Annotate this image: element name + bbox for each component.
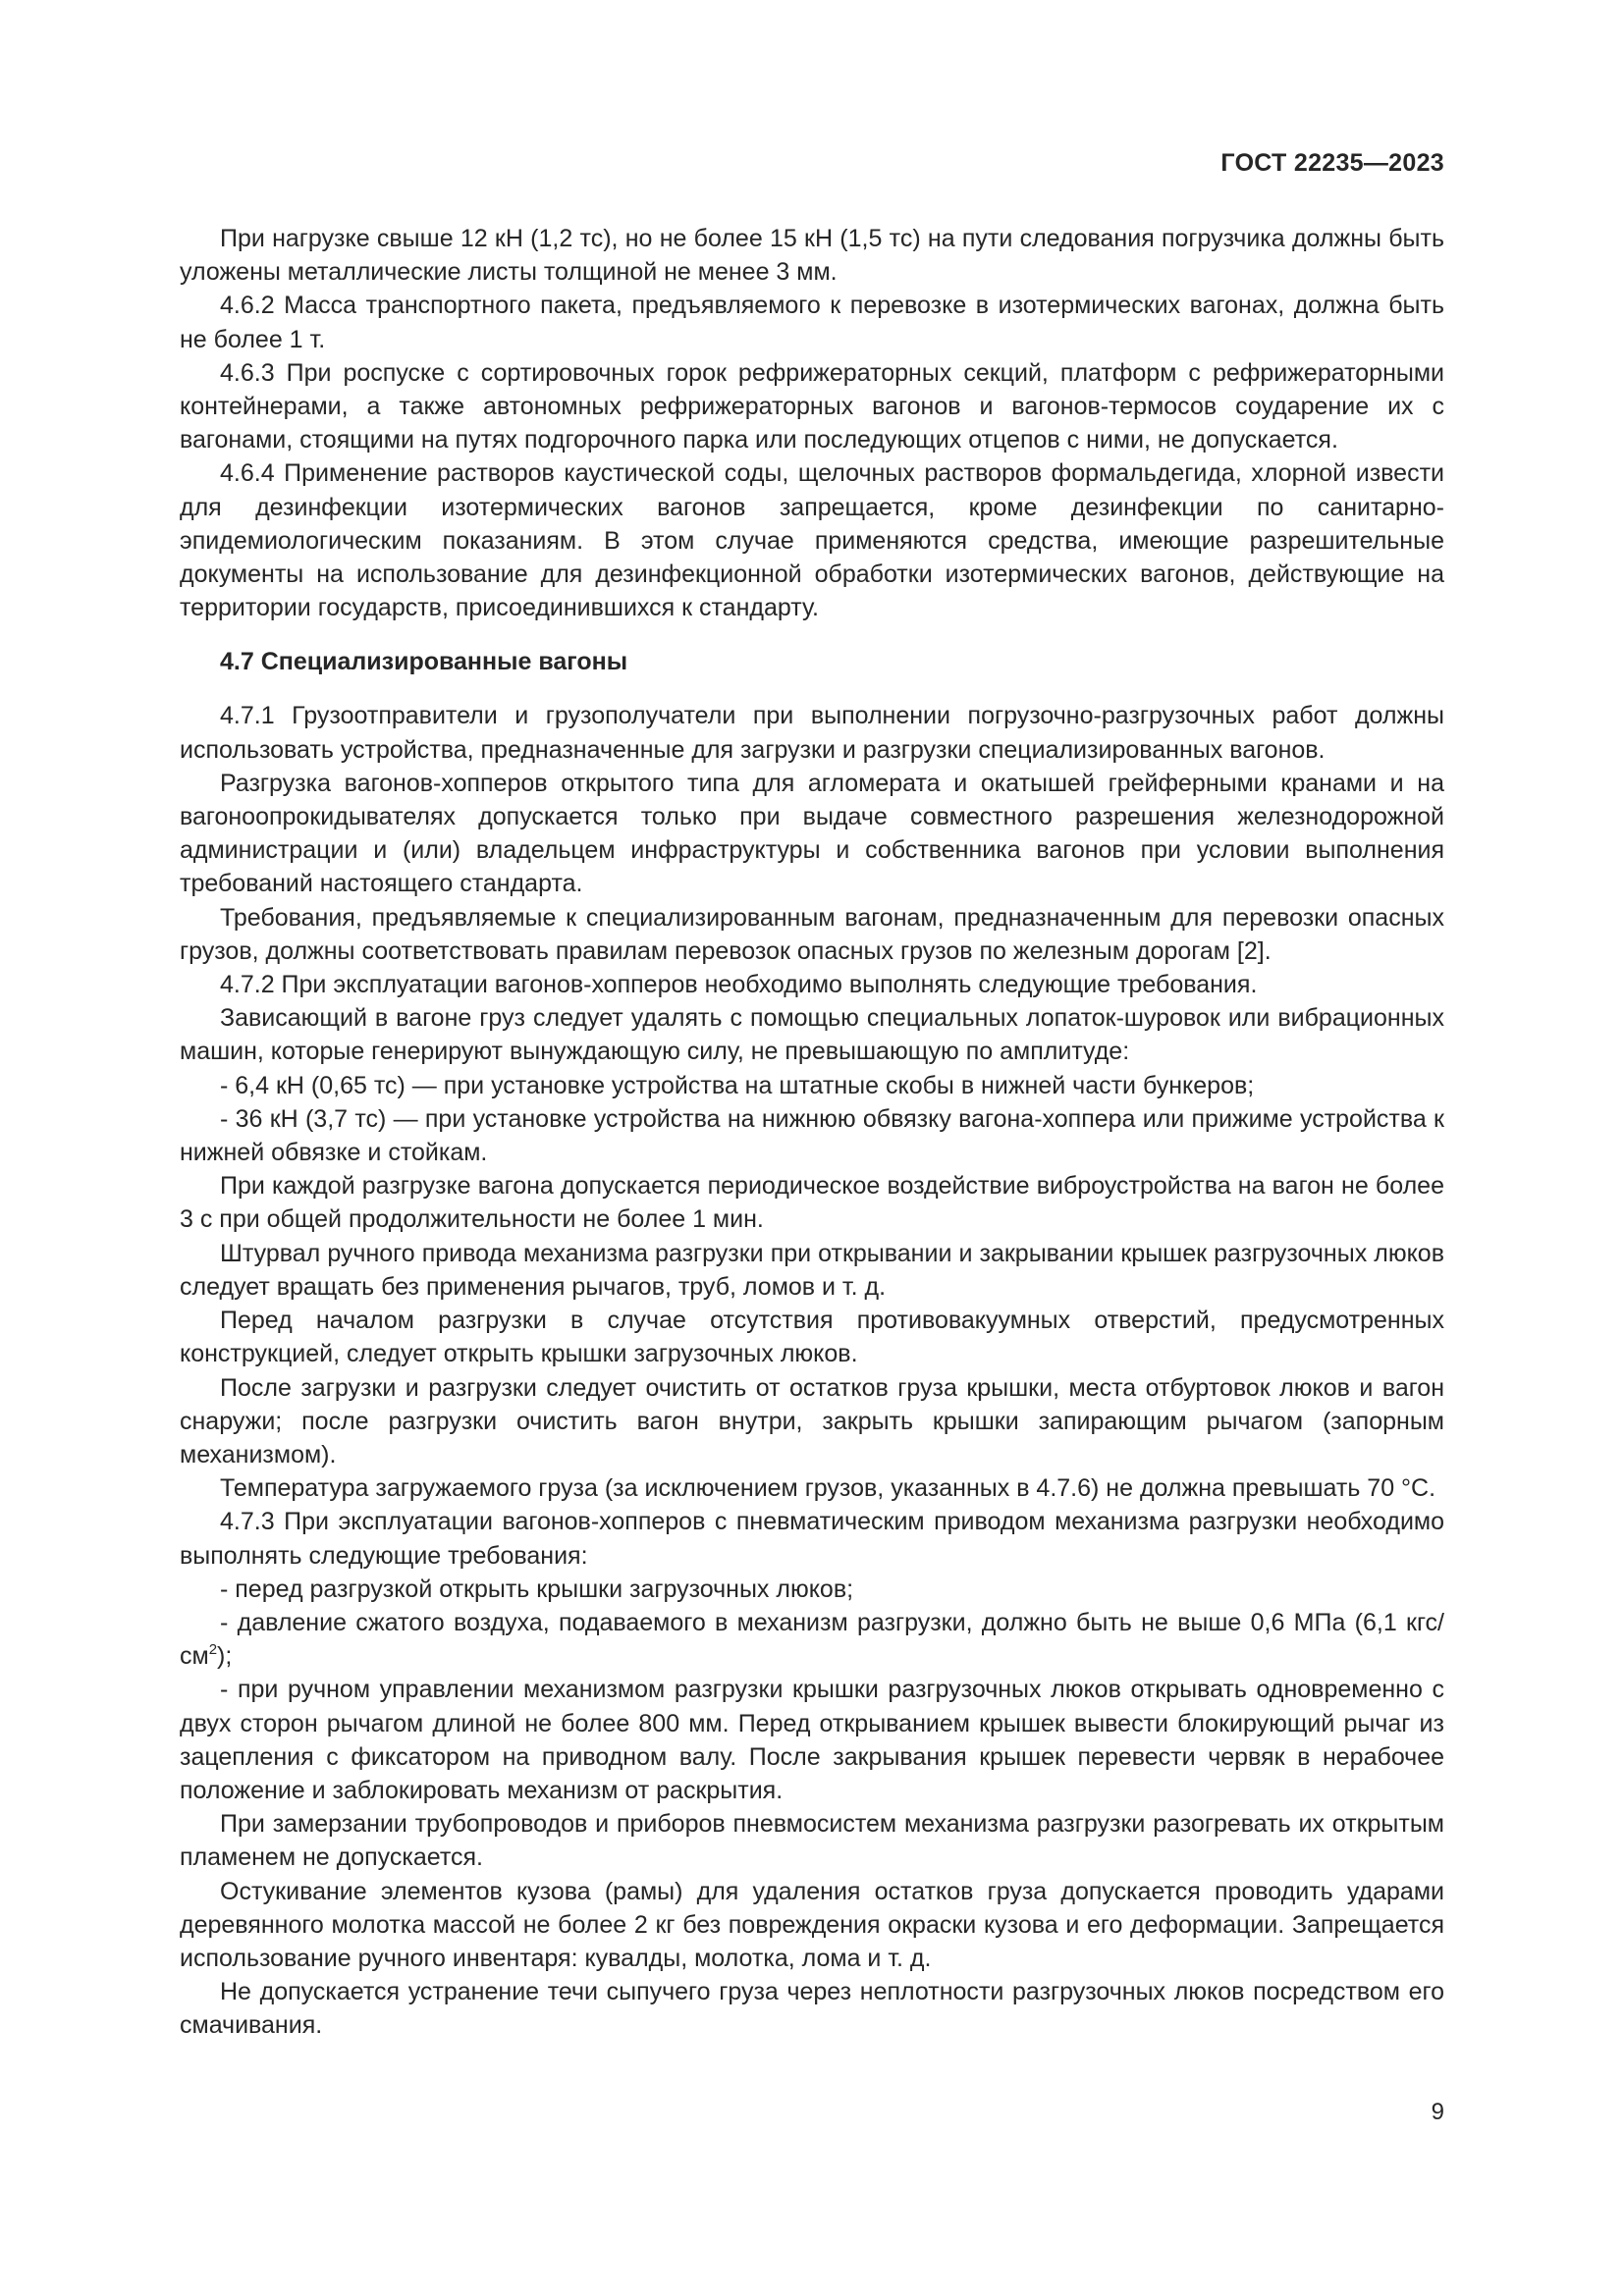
clause-4-7-1: 4.7.1 Грузоотправители и грузополучатели при выполнении погрузочно-разгрузочных работ должны использовать устройства, предназначенные для загрузки и разгрузки специализированных вагонов. [180,702,1444,764]
clause-4-6-2: 4.6.2 Масса транспортного пакета, предъявляемого к перевозке в изотермических вагонах, должна быть не более 1 т. [180,292,1444,353]
paragraph: Требования, предъявляемые к специализированным вагонам, предназначенным для перевозки опасных грузов, должны соответствовать правилам перевозок опасных грузов по железным дорогам [2]. [180,903,1444,965]
paragraph: При замерзании трубопроводов и приборов пневмосистем механизма разгрузки разогревать их открытым пламенем не допускается. [180,1810,1444,1872]
list-item: - перед разгрузкой открыть крышки загрузочных люков; [220,1575,854,1603]
clause-4-7-2: 4.7.2 При эксплуатации вагонов-хопперов необходимо выполнять следующие требования. [220,971,1258,999]
page-number: 9 [1431,2099,1444,2125]
superscript-exponent: 2 [208,1641,218,1659]
section-title: 4.7 Специализированные вагоны [220,648,628,676]
clause-4-6-4: 4.6.4 Применение растворов каустической соды, щелочных растворов формальдегида, хлорной извести для дезинфекции изотермических вагонов запрещается, кроме дезинфекции по санитарно-эпидемиологическим показаниям. В этом случае применяются средства, имеющие разрешительные документы на использование для дезинфекционной обработки изотермических вагонов, действующие на территории государств, присоединившихся к стандарту. [180,459,1444,622]
paragraph: Перед началом разгрузки в случае отсутствия противовакуумных отверстий, предусмотренных конструкцией, следует открыть крышки загрузочных люков. [180,1307,1444,1368]
document-body [180,222,1444,2043]
list-item-pressure [180,1606,1444,1673]
list-item: - 36 кН (3,7 тс) — при установке устройства на нижнюю обвязку вагона-хоппера или прижиме устройства к нижней обвязке и стойкам. [180,1104,1444,1167]
list-item: - 6,4 кН (0,65 тс) — при установке устройства на штатные скобы в нижней части бункеров; [220,1071,1255,1099]
clause-4-7-3: 4.7.3 При эксплуатации вагонов-хопперов с пневматическим приводом механизма разгрузки необходимо выполнять следующие требования: [180,1508,1444,1570]
paragraph: Остукивание элементов кузова (рамы) для удаления остатков груза допускается проводить ударами деревянного молотка массой не более 2 кг без повреждения окраски кузова и его деформации. Запрещается использование ручного инвентаря: кувалды, молотка, лома и т. д. [180,1877,1444,1972]
list-item: - при ручном управлении механизмом разгрузки крышки разгрузочных люков открывать одновременно с двух сторон рычагом длиной не более 800 мм. Перед открыванием крышек вывести блокирующий рычаг из зацепления с фиксатором на приводном валу. После закрывания крышек перевести червяк в нерабочее положение и заблокировать механизм от раскрытия. [180,1676,1444,1804]
paragraph: Разгрузка вагонов-хопперов открытого типа для агломерата и окатышей грейферными кранами и на вагоноопрокидывателях допускается только при выдаче совместного разрешения железнодорожной администрации и (или) владельцем инфраструктуры и собственника вагонов при условии выполнения требований настоящего стандарта. [180,769,1444,898]
paragraph: После загрузки и разгрузки следует очистить от остатков груза крышки, места отбуртовок люков и вагон снаружи; после разгрузки очистить вагон внутри, закрыть крышки запирающим рычагом (запорным механизмом). [180,1373,1444,1468]
document-code: ГОСТ 22235—2023 [1220,149,1444,177]
pressure-text: - давление сжатого воздуха, подаваемого в механизм разгрузки, должно быть не выше 0,6 МПа (6,1 кгс/см [180,1608,1444,1671]
paragraph: Зависающий в вагоне груз следует удалять с помощью специальных лопаток-шуровок или вибрационных машин, которые генерируют вынуждающую силу, не превышающую по амплитуде: [180,1004,1444,1066]
paragraph: Температура загружаемого груза (за исключением грузов, указанных в 4.7.6) не должна превышать 70 °C. [220,1474,1436,1503]
clause-4-6-3: 4.6.3 При роспуске с сортировочных горок рефрижераторных секций, платформ с рефрижераторными контейнерами, а также автономных рефрижераторных вагонов и вагонов-термосов соударение их с вагонами, стоящими на путях подгорочного парка или последующих отцепов с ними, не допускается. [180,358,1444,454]
paragraph: Штурвал ручного привода механизма разгрузки при открывании и закрывании крышек разгрузочных люков следует вращать без применения рычагов, труб, ломов и т. д. [180,1239,1444,1301]
paragraph: При каждой разгрузке вагона допускается периодическое воздействие виброустройства на вагон не более 3 с при общей продолжительности не более 1 мин. [180,1172,1444,1234]
pressure-text-tail: ); [217,1642,233,1671]
paragraph: При нагрузке свыше 12 кН (1,2 тс), но не более 15 кН (1,5 тс) на пути следования погрузчика должны быть уложены металлические листы толщиной не менее 3 мм. [180,225,1444,287]
paragraph: Не допускается устранение течи сыпучего груза через неплотности разгрузочных люков посредством его смачивания. [180,1978,1444,2040]
